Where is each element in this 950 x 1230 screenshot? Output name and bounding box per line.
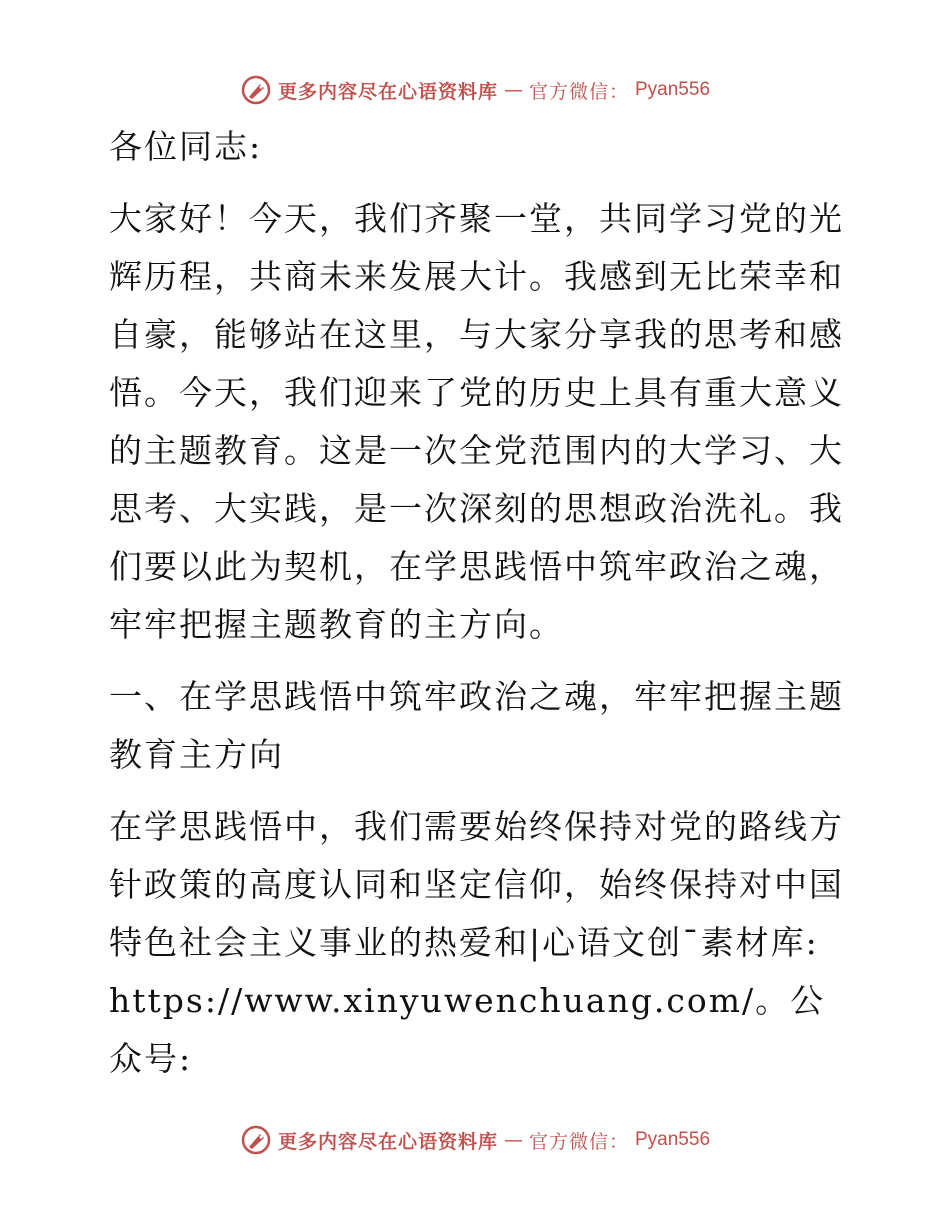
footer-banner	[0, 1120, 950, 1160]
banner-wechat-id: Pyan556	[635, 79, 711, 100]
banner-wechat-id: Pyan556	[635, 1129, 711, 1150]
banner-official-label: 官方微信：	[528, 1130, 629, 1153]
banner-brand-text: 更多内容尽在心语资料库	[277, 80, 498, 103]
paragraph-section-1	[97, 798, 853, 1088]
paragraph-section-1-url: https://www.xinyuwenchuang.com/。公众号:	[109, 981, 826, 1078]
banner-official-label: 官方微信：	[528, 80, 629, 103]
salutation: 各位同志:	[109, 127, 263, 166]
pen-nib-logo-icon	[240, 74, 272, 106]
banner-dash: —	[503, 79, 523, 101]
paragraph-intro: 大家好！今天，我们齐聚一堂，共同学习党的光辉历程，共商未来发展大计。我感到无比荣幸和自豪，能够站在这里，与大家分享我的思考和感悟。今天，我们迎来了党的历史上具有重大意义的主题教育。这是一次全党范围内的大学习、大思考、大实践，是一次深刻的思想政治洗礼。我们要以此为契机，在学思践悟中筑牢政治之魂，牢牢把握主题教育的主方向。	[109, 199, 844, 644]
banner-brand-text: 更多内容尽在心语资料库	[277, 1130, 498, 1153]
section-heading-1: 一、在学思践悟中筑牢政治之魂，牢牢把握主题教育主方向	[109, 677, 844, 774]
banner-dash: —	[503, 1129, 523, 1151]
paragraph-section-1-text: 在学思践悟中，我们需要始终保持对党的路线方针政策的高度认同和坚定信仰，始终保持对中国特色社会主义事业的热爱和|心语文创¯素材库:	[109, 807, 844, 962]
document-body	[97, 118, 853, 1102]
pen-nib-logo-icon	[240, 1124, 272, 1156]
header-banner	[0, 70, 950, 110]
